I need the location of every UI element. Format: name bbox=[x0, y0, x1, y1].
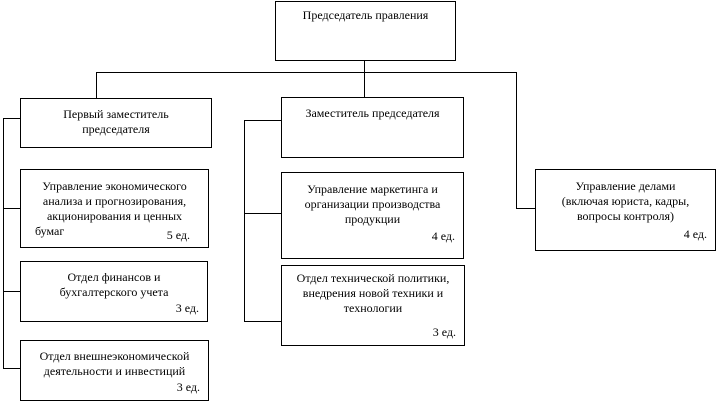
unit-line: Управление делами bbox=[575, 179, 676, 193]
connector-deputy-spine bbox=[244, 120, 245, 322]
affairs-box bbox=[535, 169, 716, 251]
connector-deputy-unit-1 bbox=[244, 213, 281, 214]
connector-to-affairs-horizontal bbox=[516, 208, 535, 209]
connector-unit-3 bbox=[3, 368, 20, 369]
unit-line: бухгалтерского учета bbox=[59, 285, 169, 299]
unit-line: Управление экономического bbox=[42, 179, 187, 193]
first-deputy-title-line2: председателя bbox=[82, 122, 150, 136]
first-deputy-box bbox=[20, 98, 212, 148]
unit-line: бумаг bbox=[35, 224, 65, 238]
connector-deputy-unit-2 bbox=[244, 321, 281, 322]
unit-line: организации производства bbox=[304, 197, 441, 211]
unit-line: Управление маркетинга и bbox=[307, 182, 438, 196]
economic-analysis-box bbox=[20, 169, 209, 248]
connector-top-horizontal bbox=[96, 72, 516, 73]
connector-unit-1 bbox=[3, 208, 20, 209]
unit-line: Отдел технической политики, bbox=[296, 271, 450, 285]
unit-line: внедрения новой техники и bbox=[302, 286, 444, 300]
unit-line: (включая юриста, кадры, bbox=[561, 194, 690, 208]
staff-count: 4 ед. bbox=[431, 229, 455, 243]
finance-accounting-box bbox=[20, 261, 208, 322]
chairman-title: Председатель правления bbox=[302, 8, 429, 22]
unit-line: вопросы контроля) bbox=[576, 209, 675, 223]
connector-to-deputy bbox=[364, 72, 365, 98]
connector-to-first-deputy bbox=[96, 72, 97, 98]
connector-first-deputy-left bbox=[3, 118, 20, 119]
connector-first-deputy-spine bbox=[3, 118, 4, 369]
deputy-title: Заместитель председателя bbox=[305, 106, 440, 120]
staff-count: 3 ед. bbox=[175, 301, 199, 315]
marketing-box bbox=[281, 172, 464, 259]
first-deputy-title-line1: Первый заместитель bbox=[63, 107, 169, 121]
unit-line: анализа и прогнозирования, bbox=[42, 194, 187, 208]
connector-unit-2 bbox=[3, 291, 20, 292]
staff-count: 3 ед. bbox=[176, 380, 200, 394]
unit-line: акционирования и ценных bbox=[46, 209, 183, 223]
connector-deputy-left bbox=[244, 120, 281, 121]
unit-line: деятельности и инвестиций bbox=[43, 364, 186, 378]
deputy-box bbox=[281, 97, 464, 158]
unit-line: продукции bbox=[344, 212, 401, 226]
unit-line: Отдел внешнеэкономической bbox=[39, 349, 190, 363]
chairman-box bbox=[275, 1, 456, 61]
staff-count: 3 ед. bbox=[432, 325, 456, 339]
unit-line: технологии bbox=[343, 301, 403, 315]
connector-to-affairs-vertical bbox=[516, 72, 517, 209]
staff-count: 4 ед. bbox=[683, 227, 707, 241]
technical-policy-box bbox=[281, 265, 465, 346]
staff-count: 5 ед. bbox=[166, 228, 190, 242]
unit-line: Отдел финансов и bbox=[67, 270, 161, 284]
foreign-economic-box bbox=[20, 340, 209, 401]
